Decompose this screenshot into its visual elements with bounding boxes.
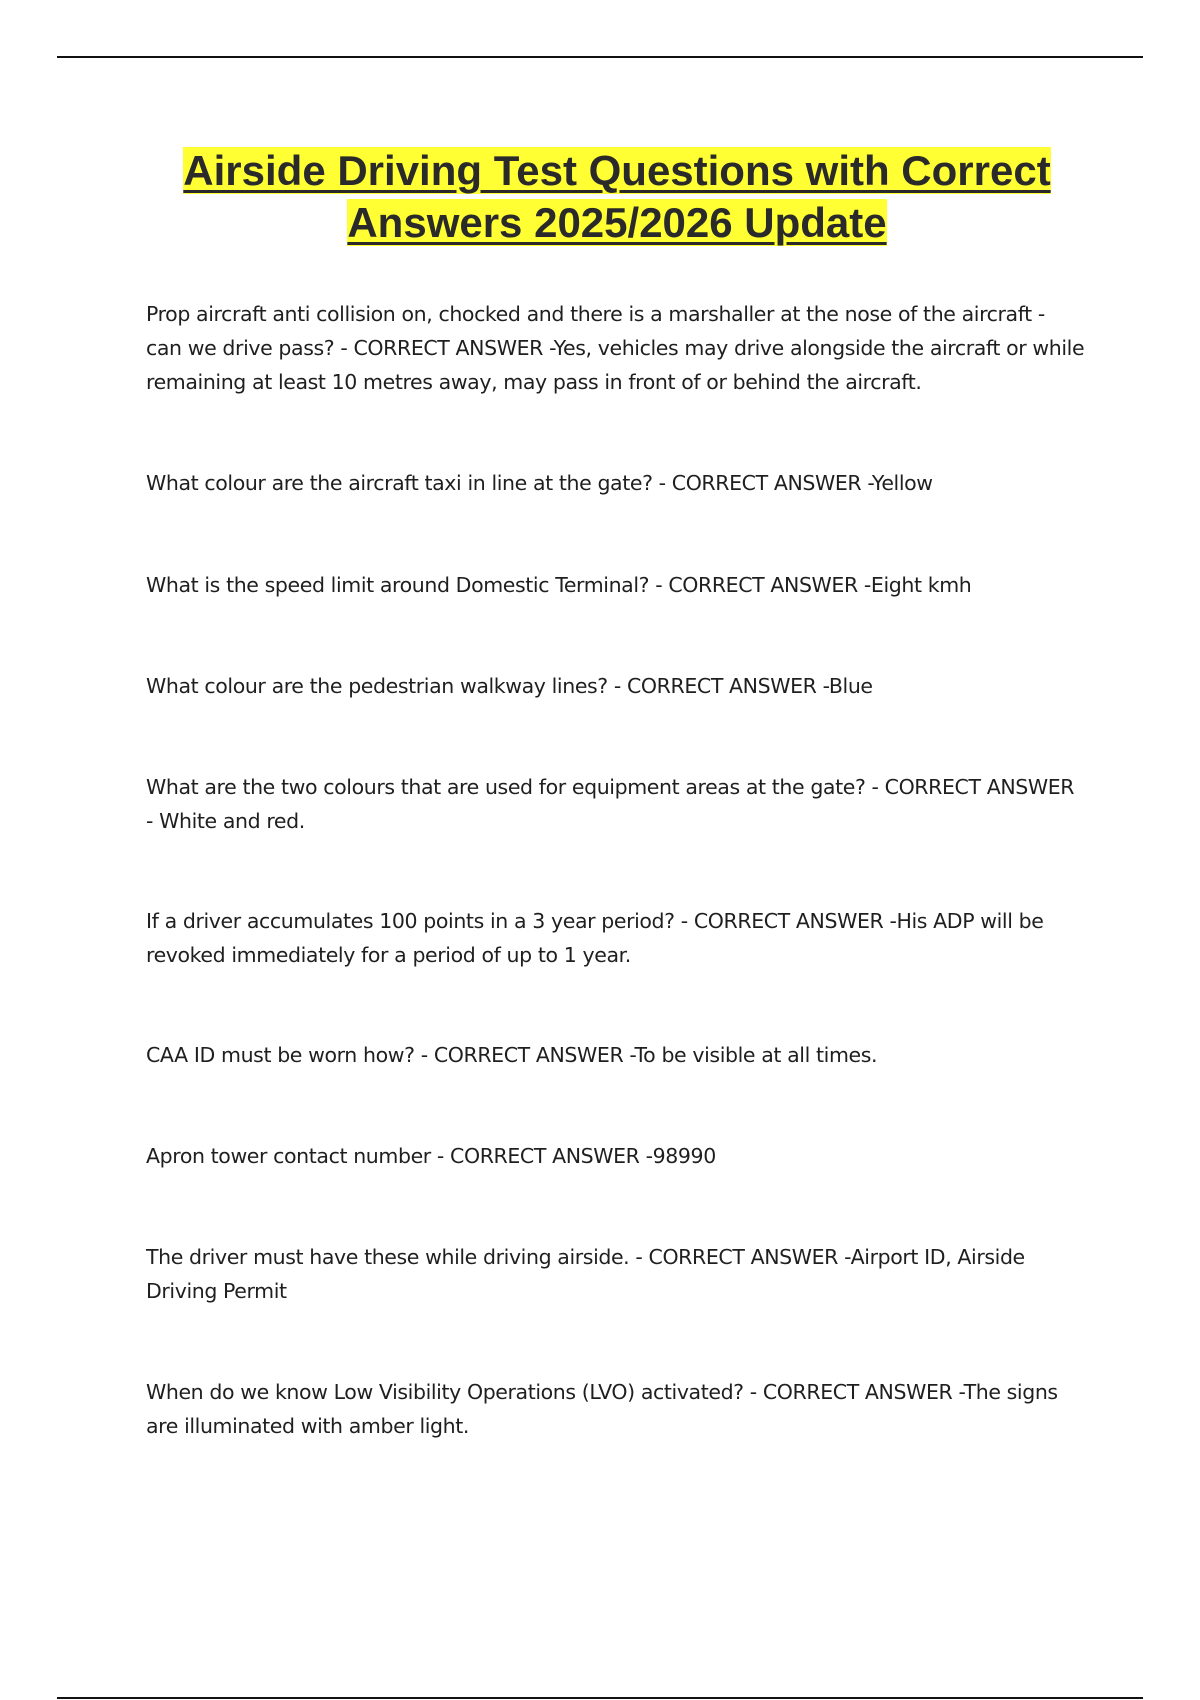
qa-item-3: What is the speed limit around Domestic Terminal? - CORRECT ANSWER -Eight kmh	[146, 573, 972, 597]
title-block	[100, 145, 1134, 249]
qa-item-7: CAA ID must be worn how? - CORRECT ANSWER -To be visible at all times.	[146, 1043, 878, 1067]
qa-item-2: What colour are the aircraft taxi in line at the gate? - CORRECT ANSWER -Yellow	[146, 471, 933, 495]
qa-item-5: What are the two colours that are used for equipment areas at the gate? - CORRECT ANSWER - White and red.	[146, 775, 1075, 833]
qa-item-6: If a driver accumulates 100 points in a 3 year period? - CORRECT ANSWER -His ADP will be revoked immediately for a period of up to 1 year.	[146, 909, 1044, 967]
qa-item-10: When do we know Low Visibility Operations (LVO) activated? - CORRECT ANSWER -The signs are illuminated with amber light.	[146, 1380, 1058, 1438]
qa-item-4: What colour are the pedestrian walkway lines? - CORRECT ANSWER -Blue	[146, 674, 873, 698]
document-title: Airside Driving Test Questions with Correct Answers 2025/2026 Update	[183, 147, 1051, 246]
qa-item-9: The driver must have these while driving airside. - CORRECT ANSWER -Airport ID, Airside Driving Permit	[146, 1245, 1025, 1303]
bottom-rule	[57, 1697, 1143, 1699]
top-rule	[57, 56, 1143, 58]
qa-item-8: Apron tower contact number - CORRECT ANSWER -98990	[146, 1144, 716, 1168]
qa-item-1: Prop aircraft anti collision on, chocked and there is a marshaller at the nose of the aircraft - can we drive pass? - CORRECT ANSWER -Yes, vehicles may drive alongside the aircraft or while remaining at least 10 metres away, may pass in front of or behind the aircraft.	[146, 302, 1085, 394]
